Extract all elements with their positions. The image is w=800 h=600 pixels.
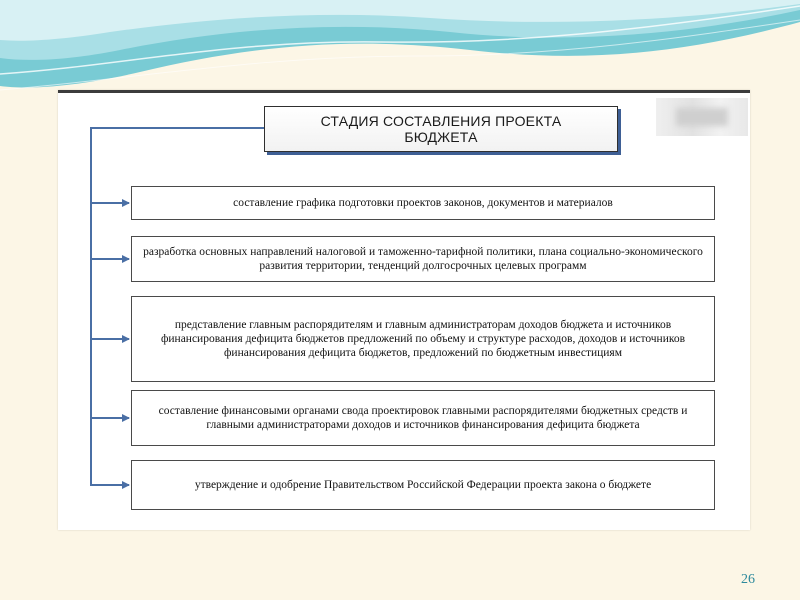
stage-title: СТАДИЯ СОСТАВЛЕНИЯ ПРОЕКТА БЮДЖЕТА: [320, 113, 562, 145]
page-number: 26: [741, 572, 755, 587]
step-box-1: [131, 186, 715, 220]
step-text-1: составление графика подготовки проектов законов, документов и материалов: [233, 197, 613, 209]
stage-title-box: [264, 106, 618, 152]
blurred-image-placeholder: [656, 98, 748, 136]
step-box-2: [131, 236, 715, 282]
panel-top-border: [58, 90, 750, 93]
step-box-4: [131, 390, 715, 446]
step-text-3: представление главным распорядителям и главным администраторам доходов бюджета и источников финансирования дефицита бюджетов предложений по объему и структуре расходов, доходов и источников финансирования дефицита бюджетов, предложений по бюджетным инвестициям: [160, 319, 686, 359]
decorative-waves: [0, 0, 800, 100]
step-box-3: [131, 296, 715, 382]
step-text-5: утверждение и одобрение Правительством Российской Федерации проекта закона о бюджете: [194, 479, 652, 491]
step-text-2: разработка основных направлений налоговой и таможенно-тарифной политики, плана социально-экономического развития территории, тенденций долгосрочных целевых программ: [143, 246, 703, 272]
step-box-5: [131, 460, 715, 510]
blurred-content: [676, 108, 728, 126]
step-text-4: составление финансовыми органами свода проектировок главными распорядителями бюджетных средств и главными администраторами доходов и источников финансирования дефицита бюджета: [158, 405, 688, 431]
